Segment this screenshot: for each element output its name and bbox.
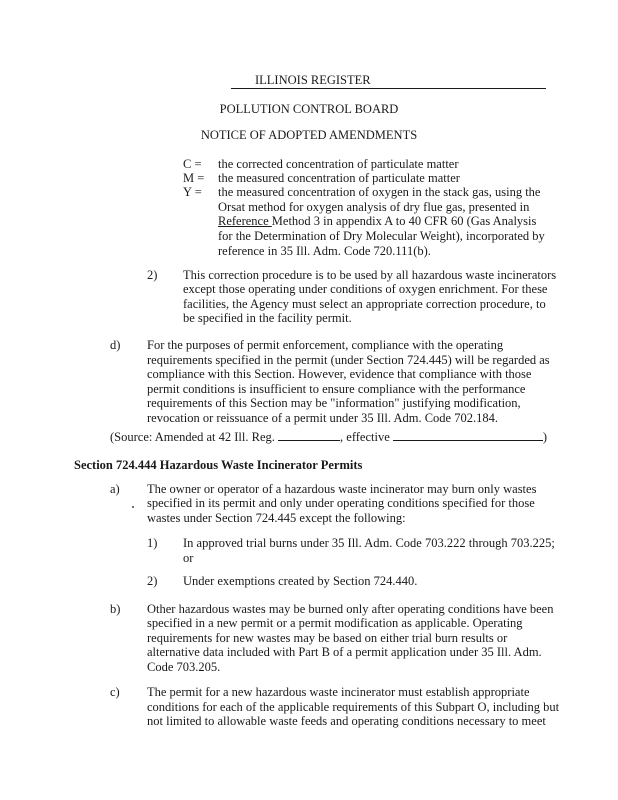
def-y-line2: Orsat method for oxygen analysis of dry flue gas, presented in [218,200,530,214]
item-d-line: permit conditions is insufficient to ensure compliance with the performance [147,382,526,396]
sub-2-number: 2) [147,574,158,588]
item-2-line: facilities, the Agency must select an appropriate correction procedure, to [183,297,546,311]
item-c-line: not limited to allowable waste feeds and operating conditions necessary to meet [147,714,546,728]
item-d-line: requirements of this Section may be "information" justifying modification, [147,396,521,410]
sub-2-text: Under exemptions created by Section 724.440. [183,574,418,588]
sub-1-number: 1) [147,536,158,550]
def-y-text: the measured concentration of oxygen in the stack gas, using the [218,185,541,199]
def-c-text: the corrected concentration of particulate matter [218,157,459,171]
item-b-line: Other hazardous wastes may be burned only after operating conditions have been [147,602,554,616]
def-y-line3 [218,213,536,229]
item-d-line: requirements specified in the permit (under Section 724.445) will be regarded as [147,353,550,367]
item-c-line: The permit for a new hazardous waste incinerator must establish appropriate [147,685,530,699]
source-note [110,428,547,445]
register-title: ILLINOIS REGISTER [255,73,371,87]
item-d-line: revocation or reissuance of a permit under 35 Ill. Adm. Code 702.184. [147,411,498,425]
board-title: POLLUTION CONTROL BOARD [219,102,399,116]
scan-speck [132,506,134,508]
item-a-line: The owner or operator of a hazardous waste incinerator may burn only wastes [147,482,537,496]
sub-1-line: or [183,551,194,565]
item-2-line: except those operating under conditions of oxygen enrichment. For these [183,282,548,296]
item-a-line: specified in its permit and only under operating conditions specified for those [147,496,535,510]
item-2-line: be specified in the facility permit. [183,311,352,325]
item-b-label: b) [110,602,121,616]
notice-title: NOTICE OF ADOPTED AMENDMENTS [200,128,418,142]
header-rule [231,88,546,89]
item-2-number: 2) [147,268,158,282]
item-d-line: For the purposes of permit enforcement, compliance with the operating [147,338,504,352]
sub-1-line: In approved trial burns under 35 Ill. Adm. Code 703.222 through 703.225; [183,536,555,550]
item-b-line: alternative data included with Part B of a permit application under 35 Ill. Adm. [147,645,542,659]
item-d-label: d) [110,338,121,352]
item-c-label: c) [110,685,120,699]
register-blank [278,428,340,441]
source-prefix: (Source: Amended at 42 Ill. Reg. [110,430,279,444]
def-y-line5: reference in 35 Ill. Adm. Code 720.111(b). [218,244,431,258]
def-y-symbol: Y = [183,185,202,199]
def-c-symbol: C = [183,157,202,171]
item-b-line: specified in a new permit or a permit modification as applicable. Operating [147,616,523,630]
reference-underlined: Reference [218,214,272,228]
item-2-line: This correction procedure is to be used by all hazardous waste incinerators [183,268,557,282]
item-b-line: requirements for new wastes may be based on either trial burn results or [147,631,508,645]
def-y-line4: for the Determination of Dry Molecular Weight), incorporated by [218,229,545,243]
def-y-line3-rest: Method 3 in appendix A to 40 CFR 60 (Gas Analysis [271,214,537,228]
item-b-line: Code 703.205. [147,660,221,674]
section-heading: Section 724.444 Hazardous Waste Incinerator Permits [74,458,363,472]
source-middle: , effective [340,430,393,444]
item-d-line: compliance with this Section. However, evidence that compliance with those [147,367,532,381]
source-suffix: ) [542,430,548,444]
def-m-text: the measured concentration of particulate matter [218,171,460,185]
def-m-symbol: M = [183,171,205,185]
item-a-line: wastes under Section 724.445 except the following: [147,511,406,525]
effective-date-blank [393,428,543,441]
item-a-label: a) [110,482,120,496]
item-c-line: conditions for each of the applicable requirements of this Subpart O, including but [147,700,560,714]
